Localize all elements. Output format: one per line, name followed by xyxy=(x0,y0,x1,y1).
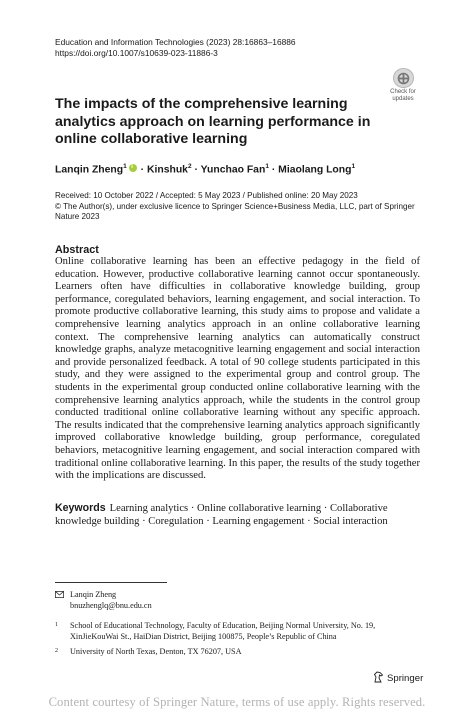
author-affiliation-sup: 2 xyxy=(187,163,192,170)
crossmark-icon xyxy=(393,68,414,88)
author-list: Lanqin Zheng$^1$ i · Kinshuk$^2$ · Yunchao Fan$^1$ · Miaolang Long$^1$ xyxy=(55,163,356,176)
affiliation-number: 2 xyxy=(55,648,58,654)
publisher-name: Springer xyxy=(387,673,424,684)
watermark: Content courtesy of Springer Nature, terms of use apply. Rights reserved. xyxy=(48,695,426,709)
crossmark-label-1: Check for xyxy=(390,89,416,95)
journal-citation: Education and Information Technologies (2023) 28:16863–16886 xyxy=(55,37,296,47)
publisher-logo xyxy=(373,671,423,686)
author-name[interactable]: Yunchao Fan xyxy=(200,164,266,176)
journal-info xyxy=(55,37,296,59)
copyright-notice: © The Author(s), under exclusive licence to Springer Science+Business Media, LLC, part of Springer Nature 2023 xyxy=(55,201,415,221)
doi-link[interactable]: https://doi.org/10.1007/s10639-023-11886-3 xyxy=(55,48,218,58)
affiliation-1 xyxy=(55,621,410,642)
correspondence-name: Lanqin Zheng xyxy=(70,590,117,599)
author-name[interactable]: Miaolang Long xyxy=(278,164,352,176)
author-affiliation-sup: 1 xyxy=(351,163,356,170)
article-title: The impacts of the comprehensive learning analytics approach on learning performance in online collaborative learning xyxy=(55,96,371,147)
affiliation-number: 1 xyxy=(55,622,58,628)
affiliation-2 xyxy=(55,647,410,658)
article-dates xyxy=(55,191,425,223)
author-name[interactable]: Kinshuk xyxy=(146,164,188,176)
crossmark-label-2: updates xyxy=(392,95,414,102)
orcid-icon[interactable]: i xyxy=(129,164,137,172)
affiliation-line: XinJieKouWai St., HaiDian District, Beijing 100875, People’s Republic of China xyxy=(70,631,337,641)
keywords-text: Learning analytics · Online collaborative learning · Collaborative knowledge building · Coregulation · Learning engagement · Social interaction xyxy=(55,503,388,527)
history-dates: Received: 10 October 2022 / Accepted: 5 May 2023 / Published online: 20 May 2023 xyxy=(55,191,358,200)
affiliation-line: University of North Texas, Denton, TX 76207, USA xyxy=(70,647,242,656)
abstract-heading: Abstract xyxy=(55,244,99,256)
keywords xyxy=(55,502,420,528)
affiliation-line: School of Educational Technology, Faculty of Education, Beijing Normal University, No. 19, xyxy=(70,621,376,630)
envelope-icon xyxy=(55,591,64,602)
author-affiliation-sup: 1 xyxy=(123,163,127,170)
crossmark-badge[interactable] xyxy=(387,68,419,102)
keywords-label: Keywords xyxy=(55,502,106,514)
springer-horse-icon xyxy=(373,671,384,686)
author-name[interactable]: Lanqin Zheng xyxy=(55,164,124,176)
abstract-text: Online collaborative learning has been an effective pedagogy in the field of education. However, productive collaborative learning cannot occur spontaneously. Learners often have difficulties in collaborative knowledge building, group performance, coregulated behaviors, learning engagement, and social interaction. To promote productive collaborative learning, this study aims to propose and validate a comprehensive learning analytics approach in an online collaborative learning context. The comprehensive learning analytics can automatically construct knowledge graphs, analyze metacognitive learning engagement and social interaction and provide personalized feedback. A total of 90 college students participated in this study, and they were assigned to the experimental group and control group. The students in the experimental group conducted online collaborative learning with the comprehensive learning analytics approach, while the students in the control group conducted traditional online collaborative learning without any specific approach. The results indicated that the comprehensive learning analytics approach significantly improved collaborative knowledge building, group performance, coregulated behaviors, metacognitive learning engagement, and social interaction compared with traditional online collaborative learning. In this paper, the results of the study together with the implications are discussed. xyxy=(55,256,420,482)
author-affiliation-sup: 1 xyxy=(265,163,269,170)
correspondence xyxy=(55,590,152,611)
footnote-divider xyxy=(55,582,167,583)
correspondence-email[interactable]: bnuzhenglq@bnu.edu.cn xyxy=(70,600,152,610)
